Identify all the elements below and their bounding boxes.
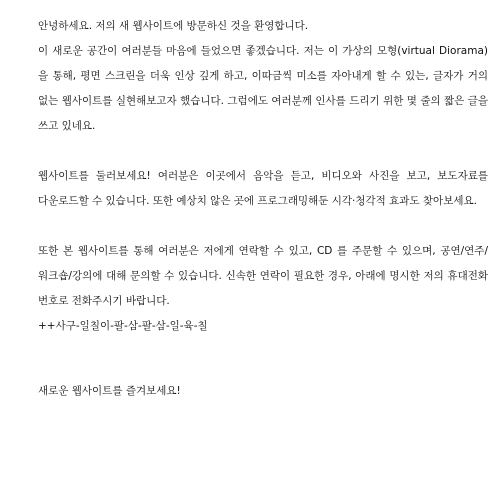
closing-paragraph: 새로운 웹사이트를 즐겨보세요! [38, 385, 181, 397]
explore-paragraph: 웹사이트를 둘러보세요! 여러분은 이곳에서 음악을 듣고, 비디오와 사진을 보고, 보도자료를 다운로드할 수 있습니다. 또한 예상치 않은 곳에 프로그래밍해둔 시각·청각적 효과도 찾아보세요. [38, 170, 488, 207]
phone-number: ++사구-일칠이-팔-삼-팔-삼-일-육-칠 [38, 320, 208, 332]
contact-paragraph: 또한 본 웹사이트를 통해 여러분은 저에게 연락할 수 있고, CD 를 주문할 수 있으며, 공연/연주/워크숍/강의에 대해 문의할 수 있습니다. 신속한 연락이 필요한 경우, 아래에 명시한 저의 휴대전화 번호로 전화주시기 바랍니다. [38, 245, 488, 307]
intro-paragraph: 이 새로운 공간이 여러분들 마음에 들었으면 좋겠습니다. 저는 이 가상의 모형(virtual Diorama)을 통해, 평면 스크린을 더욱 인상 깊게 하고, 이따금씩 미소를 자아내게 할 수 있는, 글자가 거의 없는 웹사이트를 실현해보고자 했습니다. 그럼에도 여러분께 인사를 드리기 위한 몇 줄의 짧은 글을 쓰고 있네요. [38, 45, 488, 132]
greeting-paragraph: 안녕하세요. 저의 새 웹사이트에 방문하신 것을 환영합니다. [38, 20, 309, 32]
